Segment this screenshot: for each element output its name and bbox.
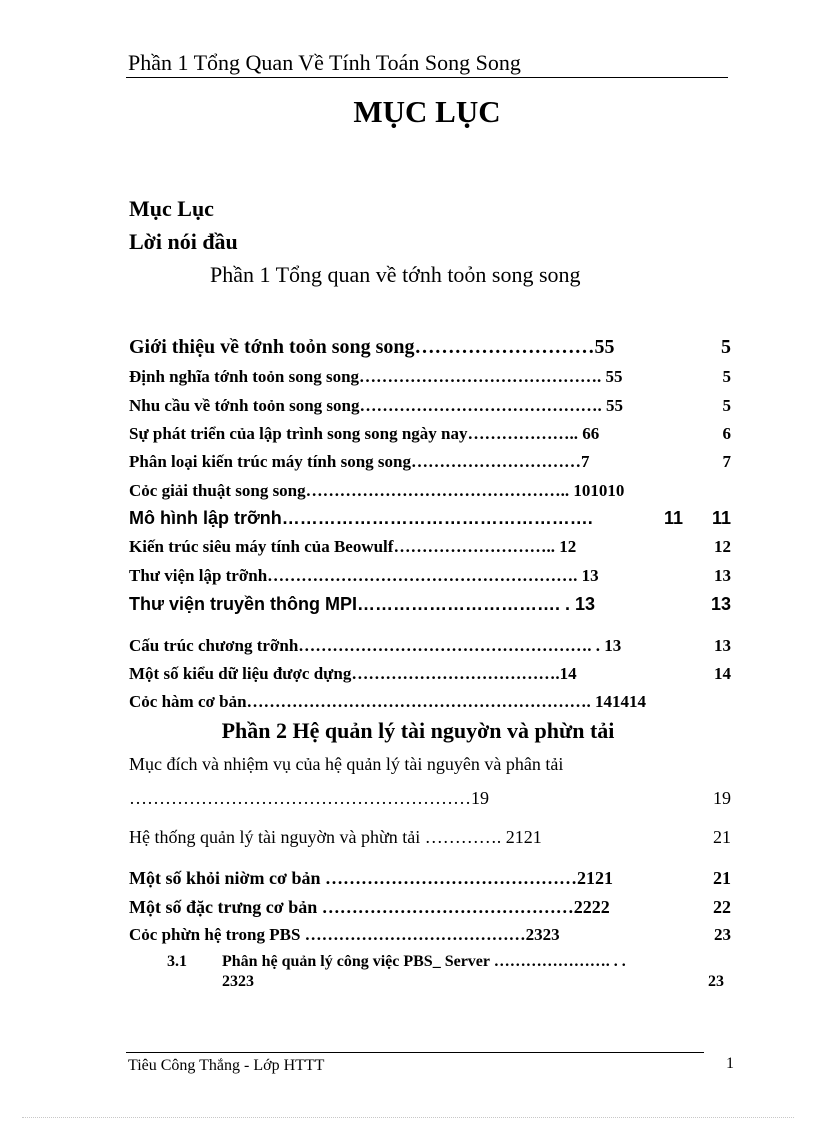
toc-entry-label: Hệ thống quản lý tài nguyờn và phừn tải …………. 2121 <box>129 827 542 847</box>
toc-entry-label: Một số kiểu dữ liệu được dựng……………………………….14 <box>129 664 577 683</box>
heading-part2: Phần 2 Hệ quản lý tài nguyờn và phừn tải <box>221 718 615 743</box>
toc-subentry-label: Phân hệ quản lý công việc PBS_ Server …………………. . . <box>222 953 626 970</box>
toc-entry-page: 5 <box>722 367 731 386</box>
toc-entry-label: Thư viện truyền thông MPI……………………………. . 13 <box>129 594 596 614</box>
toc-subentry-number: 3.1 <box>167 953 187 970</box>
toc-entry-page: 6 <box>722 424 731 443</box>
toc-entry-page: 13 <box>714 566 731 585</box>
toc-entry-page: 22 <box>713 897 731 917</box>
toc-entry <box>129 925 731 945</box>
toc-entry-page: 23 <box>714 925 731 944</box>
heading-muc-luc: Mục Lục <box>129 196 214 221</box>
toc-entry-label: Một số đặc trưng cơ bản ……………………………………2222 <box>129 897 610 917</box>
toc-entry <box>129 336 731 360</box>
toc-entry <box>129 452 731 472</box>
toc-entry <box>129 508 731 530</box>
toc-entry <box>129 396 731 416</box>
toc-entry-page: 13 <box>710 594 731 614</box>
toc-entry-label: Một số khỏi niờm cơ bản ……………………………………2121 <box>129 868 613 888</box>
toc-entry <box>129 481 731 501</box>
toc-entry-page: 21 <box>713 868 731 888</box>
toc-entry-page: 14 <box>714 664 731 683</box>
toc-entry-label: Cỏc hàm cơ bản……………………………………………………. 141414 <box>129 692 647 711</box>
toc-entry-label: Cấu trúc chương trỡnh……………………………………………. . 13 <box>129 636 622 655</box>
toc-entry-label: Sự phát triển của lập trình song song ngày nay……………….. 66 <box>129 424 600 443</box>
toc-entry <box>129 868 731 890</box>
toc-entry <box>129 788 731 810</box>
footer-author: Tiêu Công Thắng - Lớp HTTT <box>128 1057 325 1074</box>
toc-entry-dots: …………………………………………………19 <box>129 788 489 808</box>
toc-entry-label: Mục đích và nhiệm vụ của hệ quản lý tài nguyên và phân tải <box>129 754 564 774</box>
toc-entry <box>129 566 731 586</box>
toc-entry <box>129 664 731 684</box>
toc-entry-label: Cỏc giải thuật song song……………………………………….. 101010 <box>129 481 625 500</box>
toc-entry-page: 7 <box>722 452 731 471</box>
toc-entry <box>129 897 731 919</box>
toc-entry <box>129 537 731 557</box>
toc-entry-label: Nhu cầu về tớnh toỏn song song……………………………………. 55 <box>129 396 623 415</box>
toc-entry-mid-page: 11 <box>664 508 684 528</box>
toc-entry-label: Cỏc phừn hệ trong PBS …………………………………2323 <box>129 925 560 944</box>
toc-entry-label: Thư viện lập trỡnh………………………………………………. 13 <box>129 566 599 585</box>
toc-subentry-page: 23 <box>708 973 724 990</box>
toc-entry-page: 12 <box>714 537 731 556</box>
footer-page-number: 1 <box>726 1055 734 1072</box>
toc-subentry-label-cont: 2323 <box>222 973 254 990</box>
page-bottom-border <box>22 1117 794 1118</box>
toc-entry-page: 21 <box>713 827 731 847</box>
toc-entry-label: Phân loại kiến trúc máy tính song song…………………………7 <box>129 452 590 471</box>
toc-entry <box>129 424 731 444</box>
toc-entry <box>129 692 731 712</box>
toc-entry-page: 5 <box>722 396 731 415</box>
toc-entry-label: Mô hình lập trỡnh……………………………………………. <box>129 508 593 528</box>
toc-entry <box>129 594 731 616</box>
heading-part1: Phần 1 Tổng quan về tớnh toỏn song song <box>210 262 581 287</box>
heading-loi-noi-dau: Lời nói đầu <box>129 229 238 254</box>
page-title: MỤC LỤC <box>353 94 501 129</box>
toc-entry <box>129 367 731 387</box>
toc-entry-label: Kiến trúc siêu máy tính của Beowulf……………………….. 12 <box>129 537 577 556</box>
running-header: Phần 1 Tổng Quan Về Tính Toán Song Song <box>128 50 521 75</box>
footer-rule <box>126 1052 704 1053</box>
toc-entry-page: 5 <box>721 336 731 358</box>
header-rule <box>126 77 728 78</box>
toc-entry <box>129 636 731 656</box>
toc-entry-page: 19 <box>713 788 731 808</box>
toc-entry <box>129 827 731 849</box>
toc-entry-page: 11 <box>711 508 731 528</box>
toc-entry-label: Giới thiệu về tớnh toỏn song song………………………55 <box>129 336 615 358</box>
toc-entry-label: Định nghĩa tớnh toỏn song song……………………………………. 55 <box>129 367 623 386</box>
toc-entry <box>129 754 731 776</box>
toc-entry-page: 13 <box>714 636 731 655</box>
